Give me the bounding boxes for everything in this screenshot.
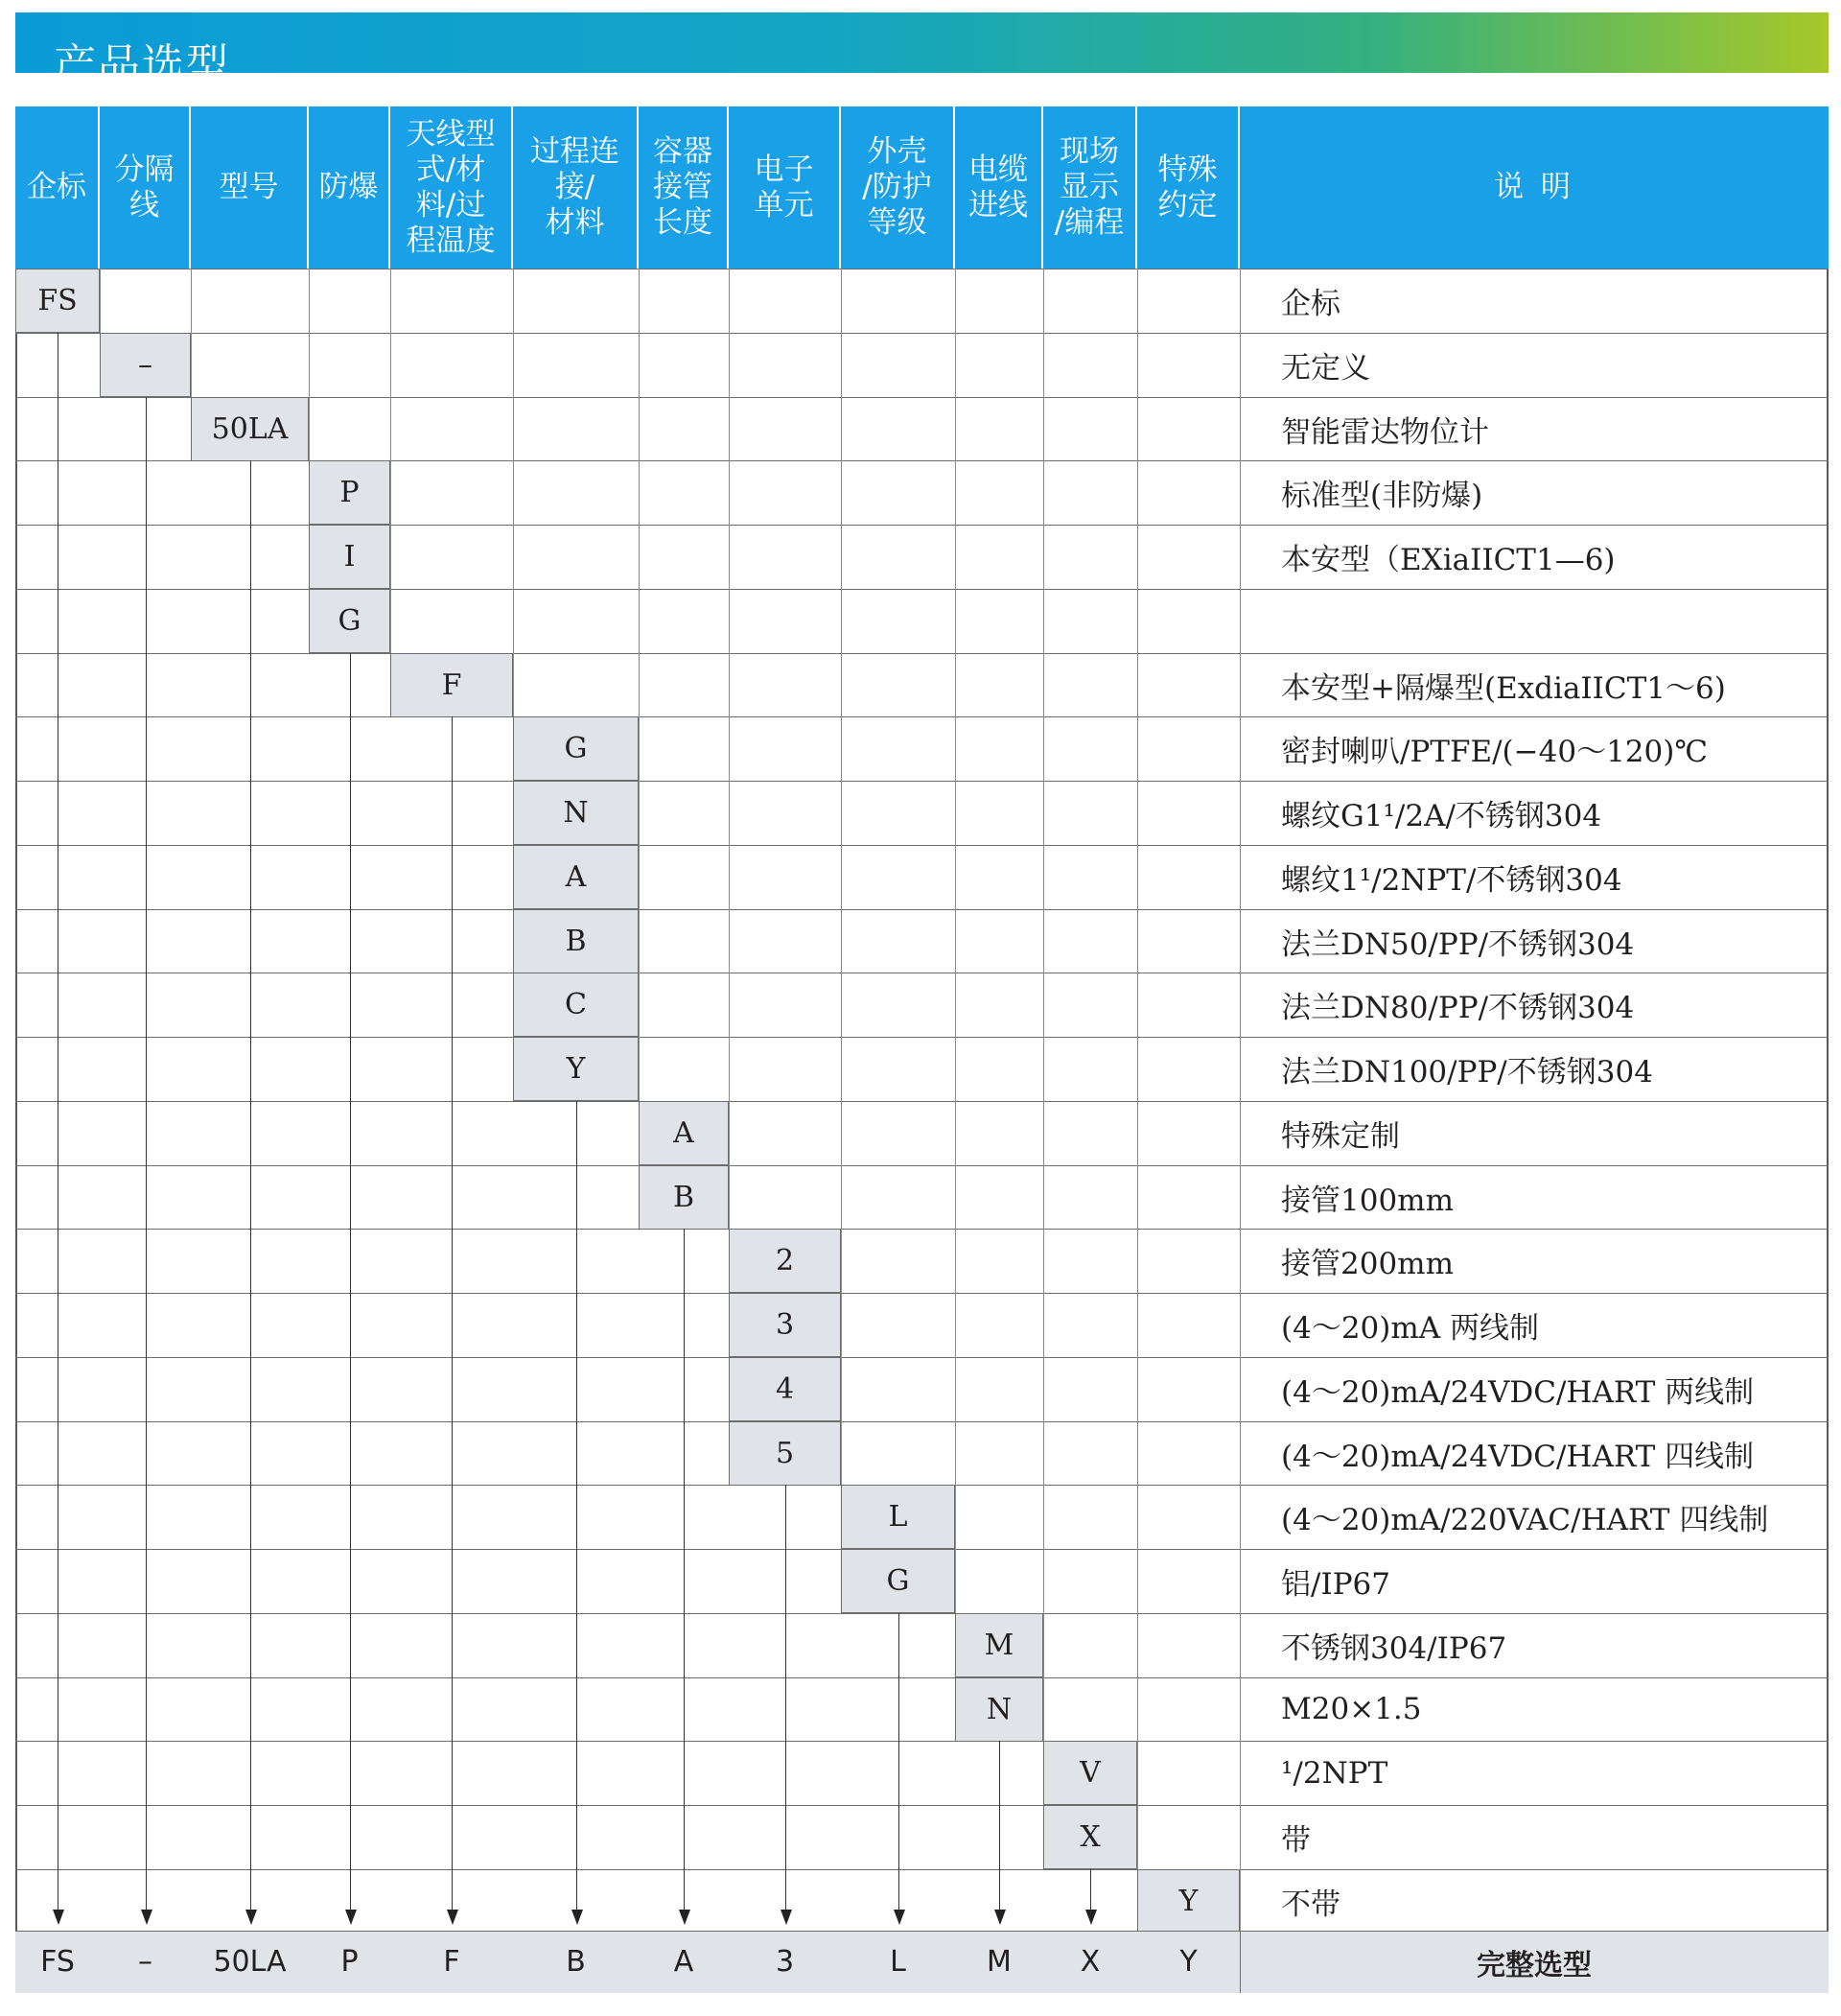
code-cell: 50LA [191,397,309,461]
column-divider [841,269,842,1485]
arrow-line [999,1741,1000,1911]
code-cell: V [1043,1741,1137,1805]
arrow-line [898,1613,899,1911]
description-item: 无定义 [1281,350,1370,386]
arrow-down-icon [447,1910,458,1925]
code-cell: Y [513,1037,639,1101]
code-cell: X [1043,1805,1137,1869]
code-cell: B [513,909,639,973]
footer-code: A [673,1945,694,1979]
description-item: 特殊定制 [1281,1118,1400,1154]
footer-code: L [890,1945,906,1979]
description-item: M20×1.5 [1281,1692,1422,1726]
code-cell: FS [15,269,100,333]
column-divider [1240,269,1241,1934]
description-item: 螺纹G1¹/2A/不锈钢304 [1281,799,1602,833]
row-divider [15,333,1829,334]
row-divider [15,1805,1829,1806]
footer-code: M [987,1945,1012,1979]
code-cell: N [513,781,639,845]
header-electronics: 电子 单元 [729,106,841,269]
description-item: 接管200mm [1281,1247,1454,1282]
column-divider [729,269,730,1229]
description-item: 不带 [1281,1887,1340,1922]
column-divider [100,269,101,333]
code-cell: A [639,1101,729,1165]
description-item: 智能雷达物位计 [1281,414,1489,450]
footer-code: B [566,1945,586,1979]
section-banner [15,12,1829,89]
arrow-down-icon [345,1910,357,1925]
header-cable-entry: 电缆 进线 [955,106,1043,269]
description-item: 法兰DN80/PP/不锈钢304 [1281,991,1635,1026]
description-item: 铝/IP67 [1281,1567,1390,1602]
arrow-line [350,653,351,1911]
row-divider [15,1293,1829,1294]
arrow-down-icon [781,1910,792,1925]
description-item: 不锈钢304/IP67 [1281,1630,1507,1666]
header-antenna: 天线型 式/材 料/过 程温度 [390,106,513,269]
description-item: 接管100mm [1281,1183,1454,1218]
header-process-connection: 过程连 接/ 材料 [513,106,639,269]
code-cell: – [100,333,191,397]
description-item: (4～20)mA/24VDC/HART 四线制 [1281,1439,1755,1474]
code-cell: I [309,525,390,589]
column-divider [513,269,514,716]
section-title: 产品选型 [54,40,230,89]
code-cell: G [513,716,639,781]
header-description: 说 明 [1240,106,1829,269]
column-divider [309,269,310,460]
description-item: (4～20)mA/24VDC/HART 两线制 [1281,1374,1755,1410]
arrow-line [146,397,147,1911]
description-item: 密封喇叭/PTFE/(−40～120)℃ [1281,735,1709,770]
header-model: 型号 [191,106,309,269]
description-item: 带 [1281,1823,1311,1858]
code-cell: 3 [729,1293,841,1357]
row-divider [15,1229,1829,1230]
arrow-down-icon [571,1910,583,1925]
description-item: 企标 [1281,287,1340,321]
description-item: 本安型+隔爆型(ExdiaIICT1～6) [1281,670,1726,706]
description-item: 本安型（EXiaIICT1—6) [1281,543,1616,577]
column-divider [1137,269,1138,1869]
row-divider [15,269,1829,270]
header-separator: 分隔 线 [100,106,191,269]
code-cell: 4 [729,1357,841,1421]
code-cell: L [841,1485,955,1549]
column-divider [390,269,391,653]
arrow-line [452,716,453,1911]
header-display: 现场 显示 /编程 [1043,106,1137,269]
code-cell: A [513,845,639,909]
header-special: 特殊 约定 [1137,106,1240,269]
code-cell: M [955,1613,1043,1677]
column-divider [639,269,640,1101]
code-cell: B [639,1165,729,1230]
arrow-down-icon [245,1910,257,1925]
arrow-down-icon [894,1910,905,1925]
code-cell: C [513,973,639,1037]
row-divider [15,1677,1829,1678]
description-item: 法兰DN100/PP/不锈钢304 [1281,1055,1653,1090]
row-divider [15,1165,1829,1166]
code-cell: G [841,1549,955,1613]
column-divider [191,269,192,397]
arrow-down-icon [994,1910,1006,1925]
row-divider [15,1741,1829,1742]
footer-code: – [138,1945,152,1979]
footer-code: Y [1179,1945,1198,1979]
arrow-line [1090,1869,1091,1911]
footer-label: 完整选型 [1477,1948,1592,1982]
description-item: (4～20)mA 两线制 [1281,1311,1539,1346]
description-item: 螺纹1¹/2NPT/不锈钢304 [1281,862,1622,898]
arrow-line [684,1229,685,1911]
code-cell: N [955,1677,1043,1742]
footer-code: X [1080,1945,1101,1979]
header-nozzle-length: 容器 接管 长度 [639,106,729,269]
arrow-down-icon [141,1910,152,1925]
header-enterprise-code: 企标 [15,106,100,269]
footer-code: FS [40,1945,75,1979]
arrow-down-icon [1085,1910,1097,1925]
code-cell: P [309,460,390,525]
arrow-down-icon [53,1910,64,1925]
code-cell: 5 [729,1421,841,1486]
code-cell: F [390,653,513,717]
description-item: 标准型(非防爆) [1281,479,1483,514]
footer-code: 3 [775,1945,795,1979]
arrow-down-icon [679,1910,690,1925]
column-divider [1043,269,1044,1741]
row-divider [15,1869,1829,1870]
arrow-line [785,1485,786,1911]
description-item: ¹/2NPT [1281,1755,1388,1791]
column-divider [955,269,956,1613]
footer-code: 50LA [213,1945,287,1979]
footer-code: F [443,1945,460,1979]
code-cell: 2 [729,1229,841,1293]
arrow-line [576,1101,577,1911]
description-item: 法兰DN50/PP/不锈钢304 [1281,926,1635,962]
header-explosion-proof: 防爆 [309,106,390,269]
code-cell: G [309,589,390,653]
code-cell: Y [1137,1869,1240,1934]
arrow-line [250,460,251,1911]
description-item: (4～20)mA/220VAC/HART 四线制 [1281,1503,1769,1538]
header-housing: 外壳 /防护 等级 [841,106,955,269]
footer-code: P [340,1945,359,1979]
